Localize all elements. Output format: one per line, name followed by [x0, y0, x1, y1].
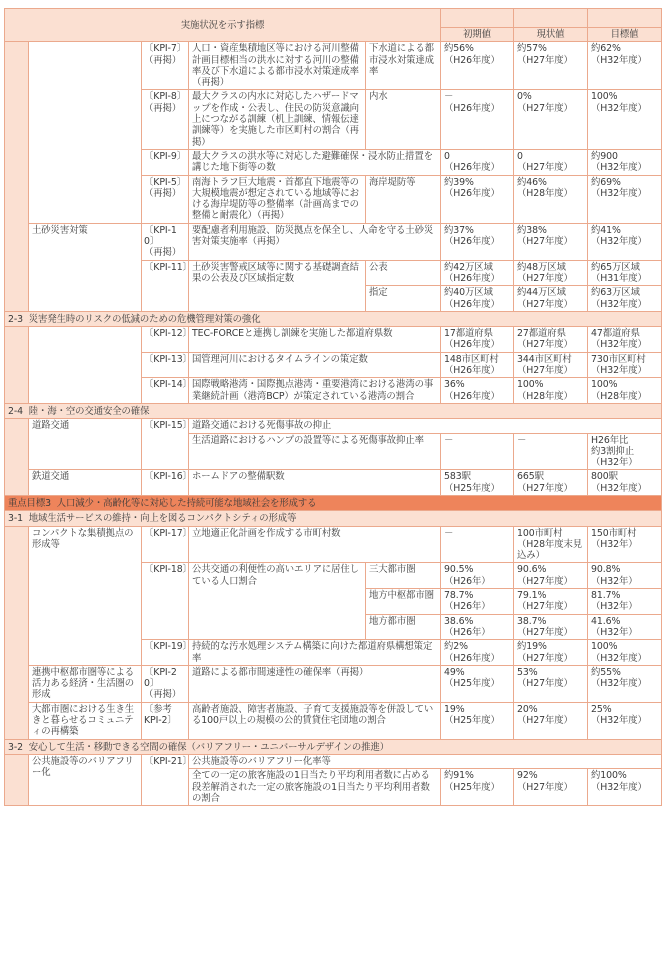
- current-value: 約48万区域 （H27年度）: [514, 260, 588, 286]
- kpi-code: 〔KPI-21〕: [142, 754, 189, 805]
- kpi-description: ホームドアの整備駅数: [189, 470, 441, 496]
- initial-value: 78.7% （H26年）: [441, 589, 514, 615]
- section-title: 安心して生活・移動できる空間の確保（バリアフリー・ユニバーサルデザインの推進）: [28, 741, 390, 753]
- current-value: 100市町村 （H28年度末見込み）: [514, 526, 588, 563]
- kpi-description: 道路交通における死傷事故の抑止: [189, 419, 662, 433]
- current-value: 92% （H27年度）: [514, 769, 588, 806]
- current-value: 20% （H27年度）: [514, 702, 588, 739]
- kpi-code: 〔KPI-7〕 （再掲）: [142, 42, 189, 90]
- section-band: [5, 739, 662, 754]
- goal-label: 重点目標3: [8, 497, 51, 509]
- target-value: 800駅 （H32年度）: [588, 470, 662, 496]
- kpi-code: 〔KPI-20〕 （再掲）: [142, 665, 189, 702]
- initial-value: 148市区町村 （H26年度）: [441, 352, 514, 378]
- goal-title: 人口減少・高齢化等に対応した持続可能な地域社会を形成する: [56, 497, 317, 509]
- kpi-description: 立地適正化計画を作成する市町村数: [189, 526, 441, 563]
- kpi-description: 南海トラフ巨大地震・首都直下地震等の大規模地震が想定されている地域等における海岸堤防等の整備率（計画高までの整備と耐震化）（再掲）: [189, 175, 366, 223]
- kpi-description: 要配慮者利用施設、防災拠点を保全し、人命を守る土砂災害対策実施率（再掲）: [189, 223, 441, 260]
- initial-value: 約42万区域 （H26年度）: [441, 260, 514, 286]
- target-value: 47都道府県 （H32年度）: [588, 327, 662, 353]
- kpi-code: 〔KPI-19〕: [142, 640, 189, 666]
- section-number: 3-2: [8, 741, 24, 753]
- section-number: 2-3: [8, 313, 24, 325]
- current-value: 53% （H27年度）: [514, 665, 588, 702]
- initial-value: 約91% （H25年度）: [441, 769, 514, 806]
- kpi-description: 土砂災害警戒区域等に関する基礎調査結果の公表及び区域指定数: [189, 260, 366, 311]
- current-value: 38.7% （H27年度）: [514, 614, 588, 640]
- target-value: 約62% （H32年度）: [588, 42, 662, 90]
- target-value: 41.6% （H32年）: [588, 614, 662, 640]
- kpi-subitem: 地方中枢都市圏: [366, 589, 441, 615]
- section-band: [5, 311, 662, 326]
- initial-value: 約40万区域 （H26年度）: [441, 286, 514, 312]
- kpi-code: 〔KPI-13〕: [142, 352, 189, 378]
- kpi-description: 道路による都市間速達性の確保率（再掲）: [189, 665, 441, 702]
- target-value: 100% （H32年度）: [588, 640, 662, 666]
- current-value: 約46% （H28年度）: [514, 175, 588, 223]
- kpi-description: 最大クラスの内水に対応したハザードマップを作成・公表し、住民の防災意識向上につながる訓練（机上訓練、情報伝達訓練等）を実施した市区町村の割合（再掲）: [189, 90, 366, 149]
- initial-value: 19% （H25年度）: [441, 702, 514, 739]
- initial-value: 約2% （H26年度）: [441, 640, 514, 666]
- initial-value: 90.5% （H26年）: [441, 563, 514, 589]
- initial-value: 約39% （H26年度）: [441, 175, 514, 223]
- kpi-code: 〔KPI-9〕: [142, 149, 189, 175]
- target-value: 約55% （H32年度）: [588, 665, 662, 702]
- kpi-description: 高齢者施設、障害者施設、子育て支援施設等を併設している100戸以上の規模の公的賃貸住宅団地の割合: [189, 702, 441, 739]
- kpi-description: 国管理河川におけるタイムラインの策定数: [189, 352, 441, 378]
- section-number: 3-1: [8, 513, 24, 525]
- category-label: 鉄道交通: [29, 470, 142, 496]
- current-value: 約38% （H27年度）: [514, 223, 588, 260]
- header-initial: 初期値: [441, 28, 514, 42]
- kpi-table: [4, 8, 662, 806]
- kpi-subitem: 公表: [366, 260, 441, 286]
- kpi-code: 〔KPI-12〕: [142, 327, 189, 353]
- category-label: 大都市圏における生き生きと暮らせるコミュニティの再構築: [29, 702, 142, 739]
- kpi-subitem: 指定: [366, 286, 441, 312]
- category-label: 土砂災害対策: [29, 223, 142, 311]
- initial-value: 38.6% （H26年）: [441, 614, 514, 640]
- table-row: [5, 665, 662, 702]
- kpi-subitem: 内水: [366, 90, 441, 149]
- target-value: 150市町村 （H32年）: [588, 526, 662, 563]
- kpi-code: 〔参考 KPI-2〕: [142, 702, 189, 739]
- target-value: 81.7% （H32年）: [588, 589, 662, 615]
- target-value: 100% （H32年度）: [588, 90, 662, 149]
- current-value: 100% （H28年度）: [514, 378, 588, 404]
- current-value: －: [514, 433, 588, 470]
- header-row-1: [5, 9, 662, 28]
- kpi-code: 〔KPI-14〕: [142, 378, 189, 404]
- current-value: 約44万区域 （H27年度）: [514, 286, 588, 312]
- section-band: [5, 403, 662, 418]
- table-row: [5, 754, 662, 768]
- target-value: 約69% （H32年度）: [588, 175, 662, 223]
- kpi-description: TEC-FORCEと連携し訓練を実施した都道府県数: [189, 327, 441, 353]
- target-value: 90.8% （H32年）: [588, 563, 662, 589]
- target-value: 730市区町村 （H32年度）: [588, 352, 662, 378]
- category-label: 連携中枢都市圏等による活力ある経済・生活圏の形成: [29, 665, 142, 702]
- section-title: 災害発生時のリスクの低減のための危機管理対策の強化: [28, 313, 261, 325]
- initial-value: 約37% （H26年度）: [441, 223, 514, 260]
- target-value: 25% （H32年度）: [588, 702, 662, 739]
- category-label: 道路交通: [29, 419, 142, 470]
- table-row: [5, 327, 662, 353]
- kpi-description: 人口・資産集積地区等における河川整備計画目標相当の洪水に対する河川の整備率及び下水道による都市浸水対策達成率（再掲）: [189, 42, 366, 90]
- kpi-code: 〔KPI-5〕 （再掲）: [142, 175, 189, 223]
- current-value: 665駅 （H27年度）: [514, 470, 588, 496]
- target-value: 約41% （H32年度）: [588, 223, 662, 260]
- category-label: コンパクトな集積拠点の形成等: [29, 526, 142, 665]
- section-number: 2-4: [8, 405, 24, 417]
- kpi-code: 〔KPI-17〕: [142, 526, 189, 563]
- initial-value: －: [441, 526, 514, 563]
- initial-value: 36% （H26年度）: [441, 378, 514, 404]
- kpi-description: 公共交通の利便性の高いエリアに居住している人口割合: [189, 563, 366, 640]
- header-target: 目標値: [588, 28, 662, 42]
- kpi-subitem: 海岸堤防等: [366, 175, 441, 223]
- current-value: 27都道府県 （H27年度）: [514, 327, 588, 353]
- section-title: 地域生活サービスの維持・向上を図るコンパクトシティの形成等: [28, 513, 297, 525]
- kpi-description: 公共施設等のバリアフリー化率等: [189, 754, 662, 768]
- target-value: 約63万区域 （H32年度）: [588, 286, 662, 312]
- current-value: 79.1% （H27年度）: [514, 589, 588, 615]
- kpi-subitem: 地方都市圏: [366, 614, 441, 640]
- kpi-code: 〔KPI-11〕: [142, 260, 189, 311]
- kpi-code: 〔KPI-15〕: [142, 419, 189, 470]
- kpi-code: 〔KPI-10〕 （再掲）: [142, 223, 189, 260]
- current-value: 0% （H27年度）: [514, 90, 588, 149]
- initial-value: 17都道府県 （H26年度）: [441, 327, 514, 353]
- kpi-description: 全ての一定の旅客施設の1日当たり平均利用者数に占める段差解消された一定の旅客施設の1日当たり平均利用者数の割合: [189, 769, 441, 806]
- table-row: [5, 419, 662, 433]
- kpi-description: 持続的な汚水処理システム構築に向けた都道府県構想策定率: [189, 640, 441, 666]
- current-value: 344市区町村 （H27年度）: [514, 352, 588, 378]
- target-value: H26年比 約3割抑止 （H32年）: [588, 433, 662, 470]
- target-value: 約100% （H32年度）: [588, 769, 662, 806]
- initial-value: 0 （H26年度）: [441, 149, 514, 175]
- current-value: 0 （H27年度）: [514, 149, 588, 175]
- header-current: 現状値: [514, 28, 588, 42]
- kpi-subitem: 下水道による都市浸水対策達成率: [366, 42, 441, 90]
- initial-value: 583駅 （H25年度）: [441, 470, 514, 496]
- goal-band: [5, 495, 662, 510]
- kpi-description: 最大クラスの洪水等に対応した避難確保・浸水防止措置を講じた地下街等の数: [189, 149, 441, 175]
- initial-value: － （H26年度）: [441, 90, 514, 149]
- table-row: [5, 702, 662, 739]
- kpi-code: 〔KPI-16〕: [142, 470, 189, 496]
- initial-value: 49% （H25年度）: [441, 665, 514, 702]
- kpi-subitem: 三大都市圏: [366, 563, 441, 589]
- target-value: 約65万区域 （H31年度）: [588, 260, 662, 286]
- header-indicator: 実施状況を示す指標: [5, 9, 441, 42]
- section-title: 陸・海・空の交通安全の確保: [28, 405, 150, 417]
- table-row: [5, 526, 662, 563]
- current-value: 90.6% （H27年度）: [514, 563, 588, 589]
- target-value: 100% （H28年度）: [588, 378, 662, 404]
- table-row: [5, 470, 662, 496]
- kpi-code: 〔KPI-18〕: [142, 563, 189, 640]
- section-band: [5, 511, 662, 526]
- table-row: [5, 223, 662, 260]
- kpi-code: 〔KPI-8〕 （再掲）: [142, 90, 189, 149]
- target-value: 約900 （H32年度）: [588, 149, 662, 175]
- current-value: 約57% （H27年度）: [514, 42, 588, 90]
- table-row: [5, 42, 662, 90]
- current-value: 約19% （H27年度）: [514, 640, 588, 666]
- category-label: 公共施設等のバリアフリー化: [29, 754, 142, 805]
- initial-value: 約56% （H26年度）: [441, 42, 514, 90]
- kpi-description: 国際戦略港湾・国際拠点港湾・重要港湾における港湾の事業継続計画（港湾BCP）が策定されている港湾の割合: [189, 378, 441, 404]
- initial-value: －: [441, 433, 514, 470]
- kpi-description: 生活道路におけるハンプの設置等による死傷事故抑止率: [189, 433, 441, 470]
